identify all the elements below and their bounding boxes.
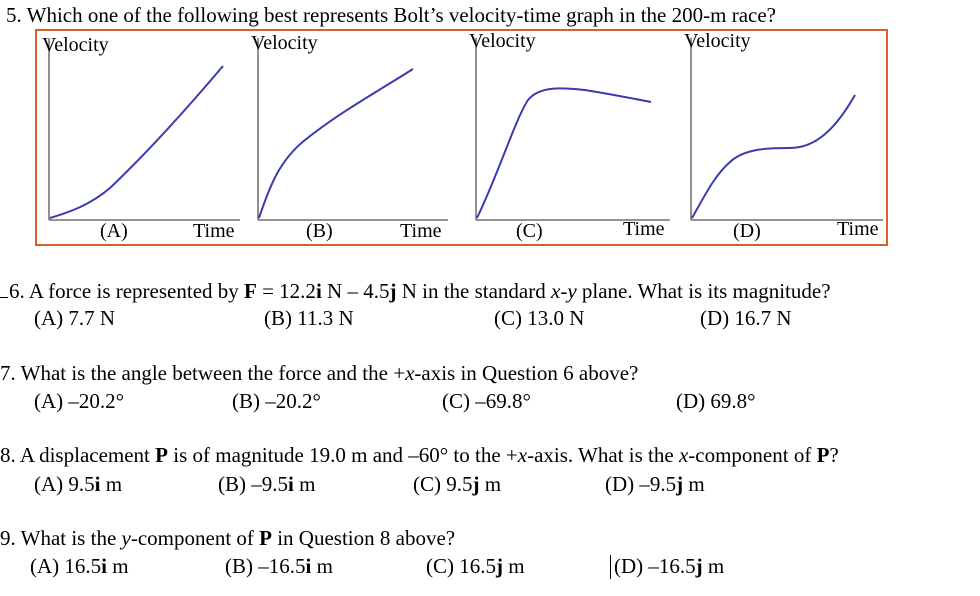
q8-option-c[interactable]: (C) 9.5j m <box>413 472 502 496</box>
q6-text: 6. A force is represented by F = 12.2i N – 4.5j N in the standard x-y plane. What is its magnitude? <box>9 279 831 303</box>
q7-option-a[interactable]: (A) –20.2° <box>34 389 125 413</box>
graph-d-curve <box>692 95 855 218</box>
graph-c-curve <box>477 88 651 218</box>
graph-c-label: (C) <box>516 220 543 242</box>
graph-b-label: (B) <box>306 220 333 242</box>
q9-text: 9. What is the y-component of P in Question 8 above? <box>0 526 456 550</box>
q6-option-b[interactable]: (B) 11.3 N <box>264 306 354 330</box>
q5-text: 5. Which one of the following best represents Bolt’s velocity-time graph in the 200-m race? <box>6 3 776 27</box>
graph-a-curve <box>50 66 223 218</box>
q6-option-c[interactable]: (C) 13.0 N <box>494 306 585 330</box>
text-cursor <box>610 555 611 579</box>
graph-b-curve <box>259 69 413 218</box>
q7-option-c[interactable]: (C) –69.8° <box>442 389 531 413</box>
q7-option-d[interactable]: (D) 69.8° <box>676 389 756 413</box>
q7-option-b[interactable]: (B) –20.2° <box>232 389 321 413</box>
q9-option-a[interactable]: (A) 16.5i m <box>30 554 129 578</box>
graph-d-ylabel: Velocity <box>684 30 751 52</box>
graph-d-label: (D) <box>733 220 761 242</box>
q8-option-a[interactable]: (A) 9.5i m <box>34 472 123 496</box>
graph-d-xlabel: Time <box>837 218 879 240</box>
q6-option-a[interactable]: (A) 7.7 N <box>34 306 116 330</box>
graph-b-xlabel: Time <box>400 220 442 242</box>
graph-c-xlabel: Time <box>623 218 665 240</box>
q8-option-b[interactable]: (B) –9.5i m <box>218 472 316 496</box>
q6-option-d[interactable]: (D) 16.7 N <box>700 306 792 330</box>
q8-text: 8. A displacement P is of magnitude 19.0 m and –60° to the +x-axis. What is the x-component of P? <box>0 443 839 467</box>
q8-option-d[interactable]: (D) –9.5j m <box>605 472 705 496</box>
q9-option-d[interactable]: (D) –16.5j m <box>614 554 725 578</box>
q7-text: 7. What is the angle between the force and the +x-axis in Question 6 above? <box>0 361 639 385</box>
graph-b-ylabel: Velocity <box>251 32 318 54</box>
graph-a-xlabel: Time <box>193 220 235 242</box>
q9-option-c[interactable]: (C) 16.5j m <box>426 554 525 578</box>
q6-blank-line <box>0 297 8 298</box>
graph-a-ylabel: Velocity <box>42 34 109 56</box>
graph-c-ylabel: Velocity <box>469 30 536 52</box>
q9-option-b[interactable]: (B) –16.5i m <box>225 554 333 578</box>
graph-a-label: (A) <box>100 220 128 242</box>
